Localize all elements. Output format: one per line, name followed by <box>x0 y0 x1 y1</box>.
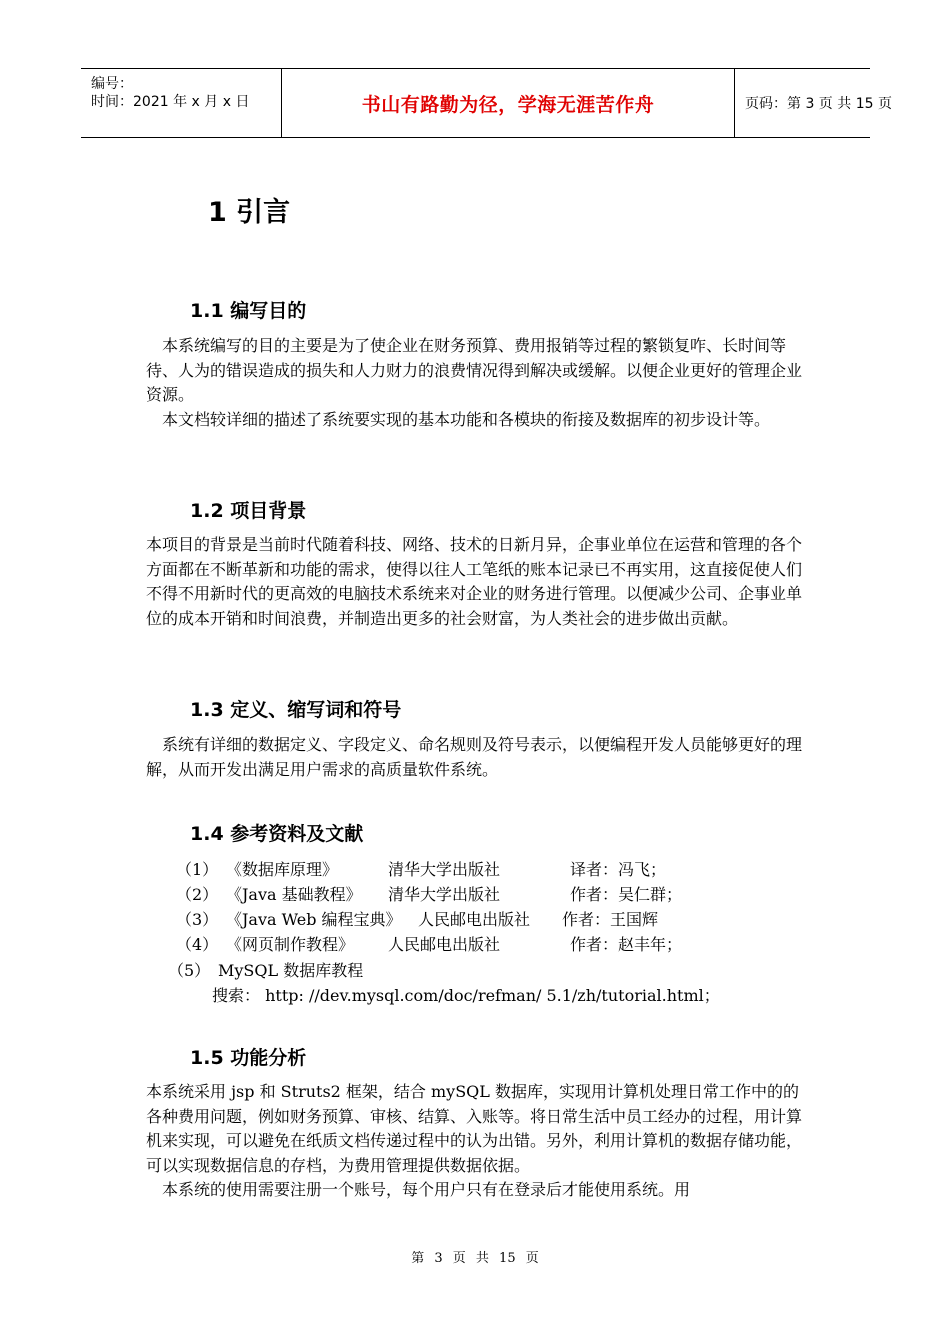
header-number: 编号： <box>91 76 133 92</box>
section-heading: 1.4 参考资料及文献 <box>190 823 364 845</box>
page-header <box>81 68 892 138</box>
paragraph: 本系统采用 jsp 和 Struts2 框架，结合 mySQL 数据库，实现用计算机处理日常工作中的的各种费用问题，例如财务预算、审核、结算、入账等。将日常生活中员工经办的过程，用计算机来实现，可以避免在纸质文档传递过程中的认为出错。另外，利用计算机的数据存储功能，可以实现数据信息的存档，为费用管理提供数据依据。 <box>146 1082 803 1175</box>
header-date: 时间：2021 年 x 月 x 日 <box>91 94 250 110</box>
header-meta-cell <box>81 69 282 137</box>
section-heading: 1.5 功能分析 <box>190 1047 307 1069</box>
section-body <box>146 533 810 631</box>
paragraph: 本项目的背景是当前时代随着科技、网络、技术的日新月异，企事业单位在运营和管理的各个方面都在不断革新和功能的需求，使得以往人工笔纸的账本记录已不再实用，这直接促使人们不得不用新时代的更高效的电脑技术系统来对企业的财务进行管理。以便减少公司、企事业单位的成本开销和时间浪费，并制造出更多的社会财富，为人类社会的进步做出贡献。 <box>146 535 803 628</box>
section-heading: 1.2 项目背景 <box>190 500 307 522</box>
header-motto: 书山有路勤为径，学海无涯苦作舟 <box>282 69 735 137</box>
paragraph: 本系统的使用需要注册一个账号，每个用户只有在登录后才能使用系统。用 <box>146 1180 691 1199</box>
document-page: 编号： 时间：2021 年 x 月 x 日 书山有路勤为径，学海无涯苦作舟 页码：第 3 页 共 15 页 1 引言 1.1 编写目的 本系统编写的目的主要是为了使企业在财务预算、费用报销等过程的繁锁复咋、长时间等待、人为的错误造成的损失和人力财力的浪费情况得到解决或缓解。以便企业更好的管理企业资源。 本文档较详细的描述了系统要实现的基本功能和各模块的衔接及数据库的初步设计等。 1.2 项目背景 本项目的背景是当前时代随着科技、网络、技术的日新月异，企事业单位在运营和管理的各个方面都在不断革新和功能的需求，使得以往人工笔纸的账本记录已不再实用，这直接促使人们不得不用新时代的更高效的电脑技术系统来对企业的财务进行管理。以便减少公司、企事业单位的成本开销和时间浪费，并制造出更多的社会财富，为人类社会的进步做出贡献。 1.3 定义、缩写词和符号 系统有详细的数据定义、字段定义、命名规则及符号表示，以便编程开发人员能够更好的理解，从而开发出满足用户需求的高质量软件系统。 1.4 参考资料及文献 （1） 《数据库原理》 清华大学出版社 译者：冯飞； （2） 《Java 基础教程》 清华大学出版社 作者：吴仁群； （3） 《Java Web 编程宝典》 人民邮电出版社 作者：王国辉 （4） 《网页制作教程》 人民邮电出版社 作者：赵丰年； （5） MySQL 数据库教程 搜索： http: //dev.mysql.com/doc/refman/ 5.1/zh/tutorial.html； 1.5 功能分析 本系统采用 jsp 和 Struts2 框架，结合 mySQL 数据库，实现用计算机处理日常工作中的的各种费用问题，例如财务预算、审核、结算、入账等。将日常生活中员工经办的过程，用计算机来实现，可以避免在纸质文档传递过程中的认为出错。另外，利用计算机的数据存储功能，可以实现数据信息的存档，为费用管理提供数据依据。 本系统的使用需要注册一个账号，每个用户只有在登录后才能使用系统。用 第 3 页 共 15 页 <box>0 0 950 1344</box>
paragraph: 系统有详细的数据定义、字段定义、命名规则及符号表示，以便编程开发人员能够更好的理解，从而开发出满足用户需求的高质量软件系统。 <box>146 735 803 779</box>
section-heading: 1.1 编写目的 <box>190 300 307 322</box>
section-body <box>146 334 810 432</box>
chapter-title: 1 引言 <box>208 197 291 228</box>
page-footer: 第 3 页 共 15 页 <box>411 1251 539 1266</box>
reference-search-line: 搜索： http: //dev.mysql.com/doc/refman/ 5.1/zh/tutorial.html； <box>212 986 720 1005</box>
paragraph: 本文档较详细的描述了系统要实现的基本功能和各模块的衔接及数据库的初步设计等。 <box>146 409 771 429</box>
paragraph: 本系统编写的目的主要是为了使企业在财务预算、费用报销等过程的繁锁复咋、长时间等待、人为的错误造成的损失和人力财力的浪费情况得到解决或缓解。以便企业更好的管理企业资源。 <box>146 336 803 404</box>
section-heading: 1.3 定义、缩写词和符号 <box>190 699 402 721</box>
header-page-info: 页码：第 3 页 共 15 页 <box>745 96 892 112</box>
section-body <box>146 733 810 782</box>
section-body <box>146 1080 810 1203</box>
